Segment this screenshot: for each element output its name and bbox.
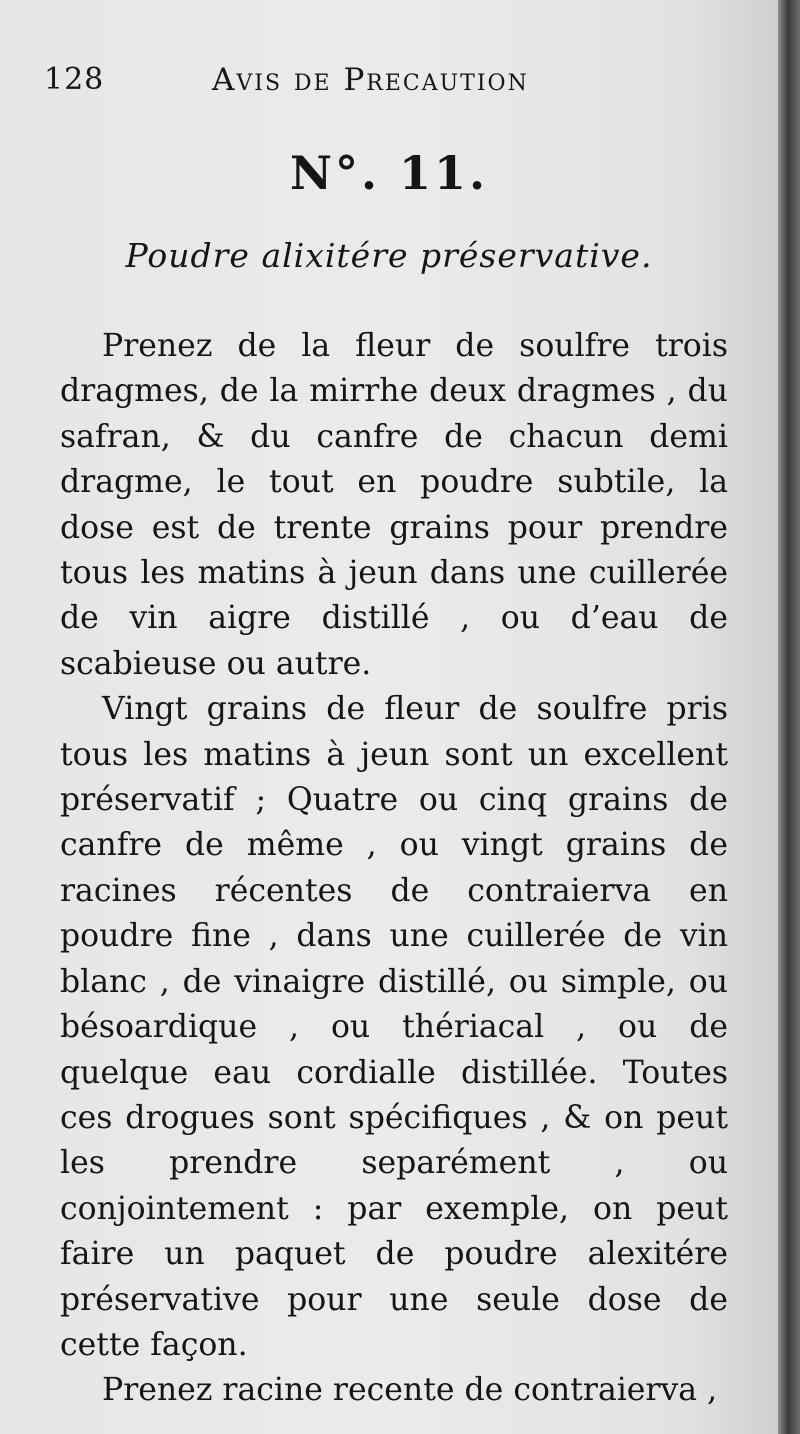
- paragraph-1: Prenez de la fleur de soulfre trois dragmes, de la mirrhe deux dragmes , du safran, & du canfre de chacun demi dragme, le tout en poudre subtile, la dose est de trente grains pour prendre tous les matins à jeun dans une cuillerée de vin aigre distillé , ou d’eau de scabieuse ou autre.: [60, 328, 728, 682]
- running-title: Avis de Precaution: [212, 62, 529, 98]
- body-text: [60, 324, 728, 1414]
- paragraph-3: Prenez racine recente de contraierva ,: [102, 1372, 718, 1409]
- book-spine: [778, 0, 800, 1434]
- page-number: 128: [44, 62, 105, 97]
- running-header: [0, 62, 778, 110]
- paragraph-2: Vingt grains de fleur de soulfre pris tous les matins à jeun sont un excellent préservatif ; Quatre ou cinq grains de canfre de même , ou vingt grains de racines récentes de contraierva en poudre fine , dans une cuillerée de vin blanc , de vinaigre distillé, ou simple, ou bésoardique , ou thériacal , ou de quelque eau cordialle distillée. Toutes ces drogues sont spécifiques , & on peut les prendre separément , ou conjointement : par exemple, on peut faire un paquet de poudre alexitére préservative pour une seule dose de cette façon.: [60, 691, 728, 1363]
- section-title: Poudre alixitére préservative.: [125, 236, 653, 275]
- section-number: N°. 11.: [289, 146, 489, 200]
